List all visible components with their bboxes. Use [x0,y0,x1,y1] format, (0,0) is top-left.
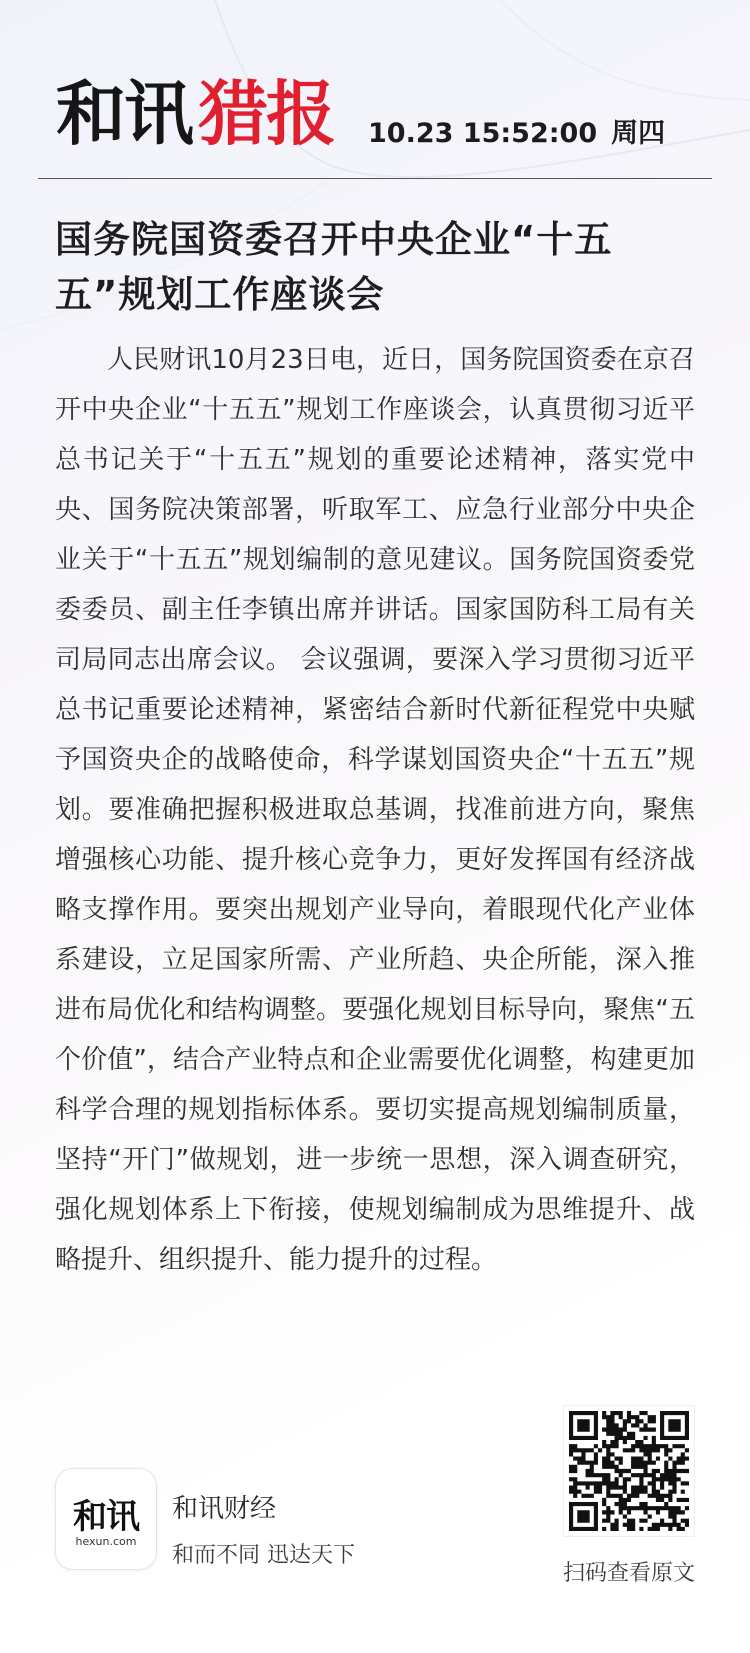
qr-modules [569,1411,689,1531]
qr-code-graphic [564,1406,694,1536]
logo-liebao-text: 猎报 [198,73,334,155]
masthead [56,73,716,155]
brand-name: 和讯财经 [172,1494,277,1524]
brand-logo-mark: 和讯 [73,1497,139,1537]
brand-logo-domain: hexun.com [75,1535,137,1548]
qr-code-icon[interactable] [563,1405,695,1537]
article-body: 人民财讯10月23日电，近日，国务院国资委在京召开中央企业“十五五”规划工作座谈会，认真贯彻习近平总书记关于“十五五”规划的重要论述精神，落实党中央、国务院决策部署，听取军工、应急行业部分中央企业关于“十五五”规划编制的意见建议。国务院国资委党委委员、副主任李镇出席并讲话。国家国防科工局有关司局同志出席会议。 会议强调，要深入学习贯彻习近平总书记重要论述精神，紧密结合新时代新征程党中央赋予国资央企的战略使命，科学谋划国资央企“十五五”规划。要准确把握积极进取总基调，找准前进方向，聚焦增强核心功能、提升核心竞争力，更好发挥国有经济战略支撑作用。要突出规划产业导向，着眼现代化产业体系建设，立足国家所需、产业所趋、央企所能，深入推进布局优化和结构调整。要强化规划目标导向，聚焦“五个价值”，结合产业特点和企业需要优化调整，构建更加科学合理的规划指标体系。要切实提高规划编制质量，坚持“开门”做规划，进一步统一思想，深入调查研究，强化规划体系上下衔接，使规划编制成为思维提升、战略提升、组织提升、能力提升的过程。 [55,345,695,1275]
header-divider [38,178,712,179]
article-title: 国务院国资委召开中央企业“十五五”规划工作座谈会 [55,218,613,316]
publish-datetime [368,111,665,150]
hexun-liebao-logo [56,73,334,155]
qr-caption: 扫码查看原文 [563,1561,696,1586]
hexun-app-logo [55,1468,157,1570]
publish-weekday: 周四 [611,118,666,149]
logo-hexun-text: 和讯 [56,73,192,155]
publish-time: 10.23 15:52:00 [368,118,598,149]
brand-slogan: 和而不同 迅达天下 [172,1543,355,1568]
